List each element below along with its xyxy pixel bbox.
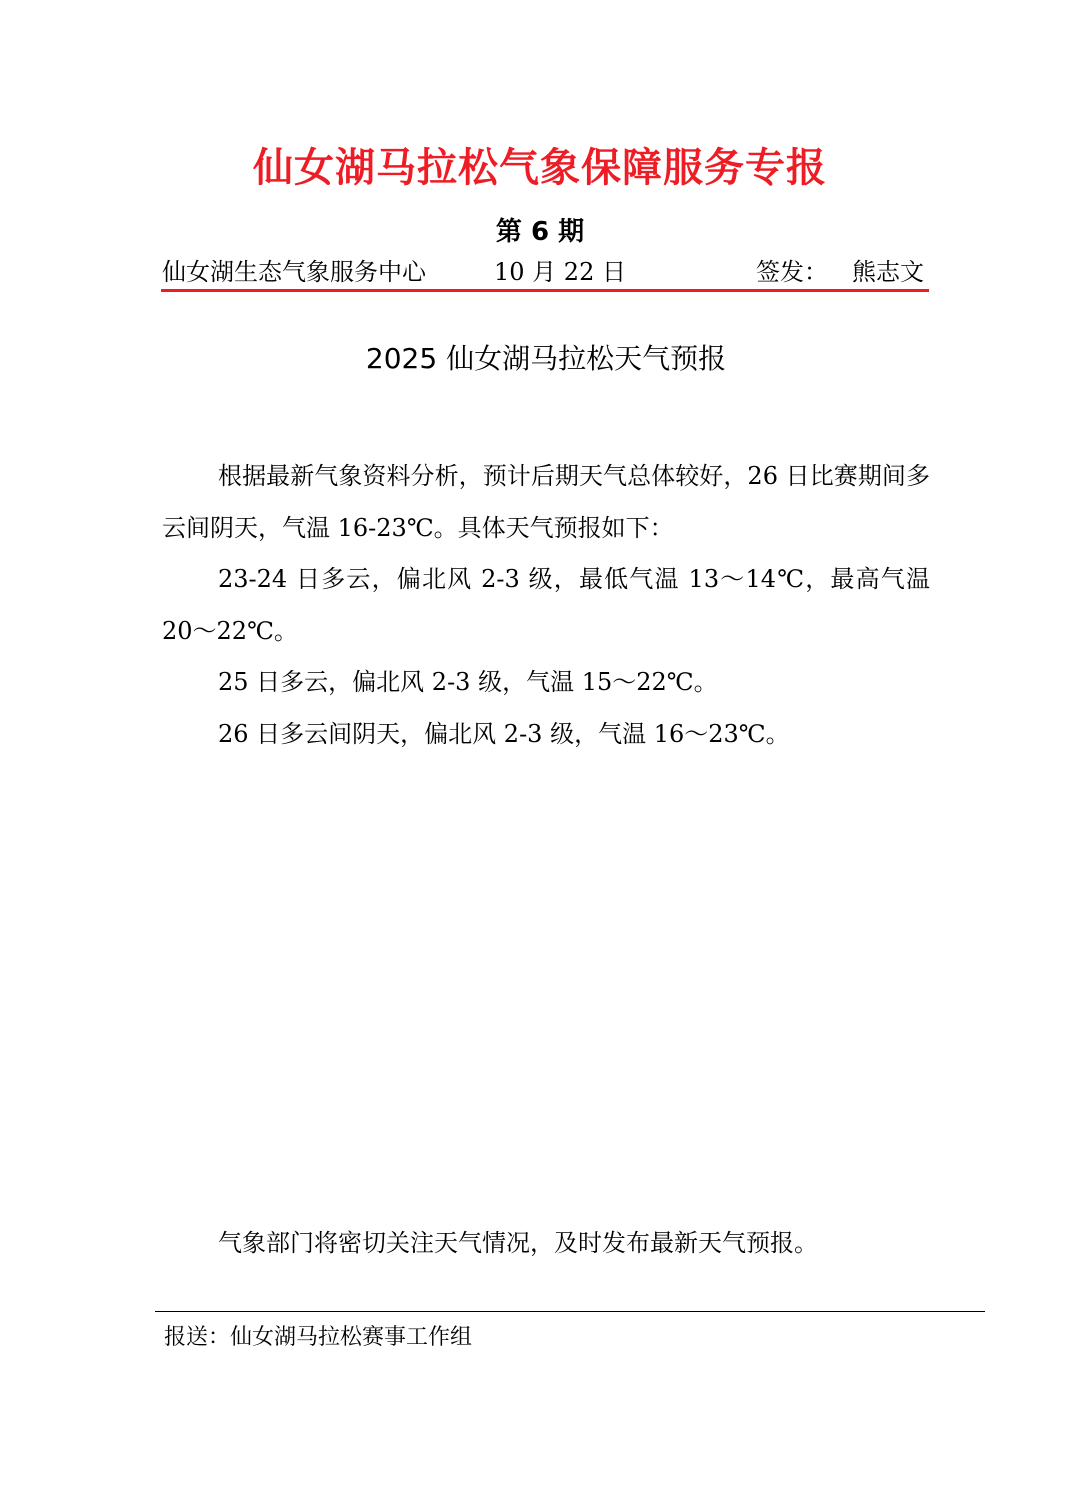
closing-statement: 气象部门将密切关注天气情况，及时发布最新天气预报。	[218, 1229, 818, 1257]
header-meta-row	[162, 254, 929, 290]
footer-divider	[155, 1311, 985, 1312]
article-title: 2025 仙女湖马拉松天气预报	[365, 342, 727, 375]
paragraph-forecast-23-24: 23-24 日多云，偏北风 2-3 级，最低气温 13～14℃，最高气温 20～22℃。	[162, 565, 930, 645]
document-title: 仙女湖马拉松气象保障服务专报	[253, 145, 827, 191]
issuing-organization: 仙女湖生态气象服务中心	[162, 258, 426, 286]
article-body	[162, 451, 930, 760]
paragraph-forecast-25: 25 日多云，偏北风 2-3 级，气温 15～22℃。	[218, 668, 718, 696]
signer-label: 签发：	[756, 258, 828, 286]
issue-date: 10 月 22 日	[494, 258, 626, 286]
signer-name: 熊志文	[852, 258, 924, 286]
paragraph-forecast-26: 26 日多云间阴天，偏北风 2-3 级，气温 16～23℃。	[218, 719, 790, 748]
paragraph-overview: 根据最新气象资料分析，预计后期天气总体较好，26 日比赛期间多云间阴天，气温 16-23℃。具体天气预报如下：	[162, 462, 930, 542]
distribution-line: 报送：仙女湖马拉松赛事工作组	[164, 1325, 473, 1350]
header-red-divider	[161, 289, 929, 292]
issue-number: 第 6 期	[495, 217, 585, 247]
